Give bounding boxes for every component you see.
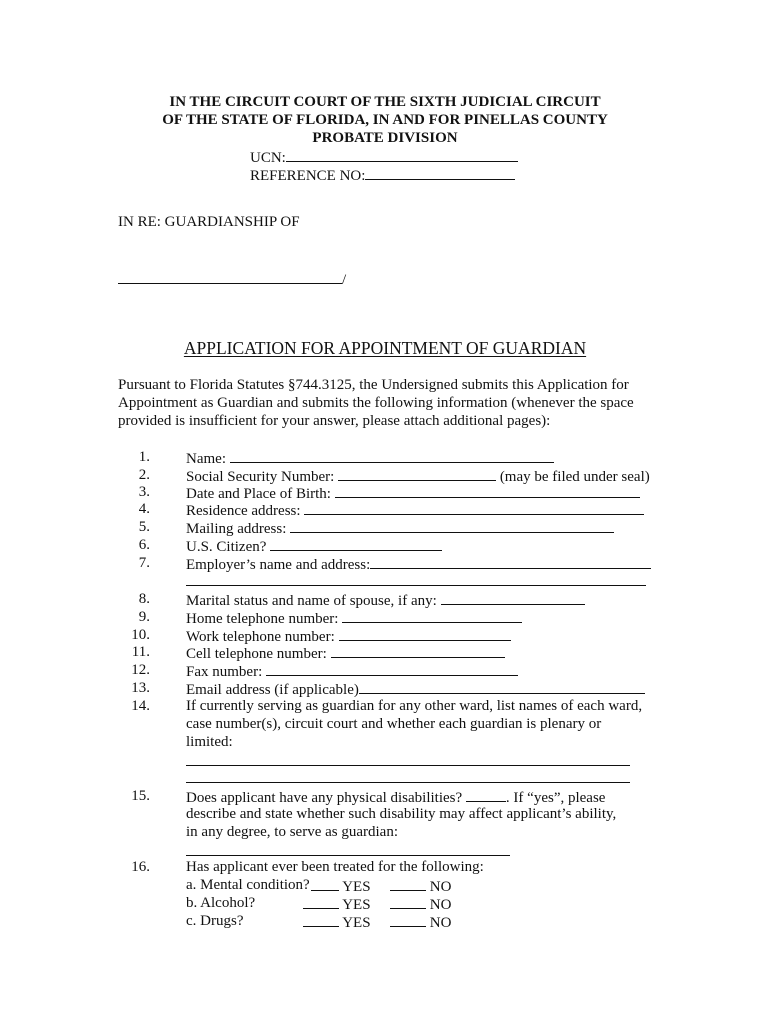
item-number-1: 1. xyxy=(138,449,150,465)
item-number-6: 6. xyxy=(138,537,150,553)
item-5 xyxy=(186,518,614,538)
item-14-line-1: If currently serving as guardian for any other ward, list names of each ward, xyxy=(186,698,643,714)
wards-field-line-1[interactable] xyxy=(186,765,630,766)
drugs-no-option xyxy=(390,912,451,932)
item-14-line-3: limited: xyxy=(186,734,233,750)
disability-label: Does applicant have any physical disabilities? xyxy=(186,790,463,806)
in-re-caption: IN RE: GUARDIANSHIP OF xyxy=(118,214,300,230)
item-number-14: 14. xyxy=(131,698,150,714)
alcohol-no-label: NO xyxy=(429,897,452,913)
mental-condition-label: a. Mental condition? xyxy=(186,877,310,893)
employer-field[interactable] xyxy=(370,554,651,569)
reference-field[interactable] xyxy=(365,165,515,180)
mental-no-label: NO xyxy=(429,879,452,895)
item-13 xyxy=(186,679,645,699)
cell-phone-label: Cell telephone number: xyxy=(186,646,327,662)
alcohol-yes-field[interactable] xyxy=(303,894,339,909)
ucn-label: UCN: xyxy=(250,150,286,166)
drugs-yes-option xyxy=(303,912,371,932)
court-header-line-1: IN THE CIRCUIT COURT OF THE SIXTH JUDICIAL CIRCUIT xyxy=(169,94,601,110)
drugs-label: c. Drugs? xyxy=(186,913,244,929)
home-phone-label: Home telephone number: xyxy=(186,611,339,627)
alcohol-label: b. Alcohol? xyxy=(186,895,256,911)
item-number-2: 2. xyxy=(138,467,150,483)
item-8 xyxy=(186,590,585,610)
item-number-7: 7. xyxy=(138,555,150,571)
ucn-field[interactable] xyxy=(286,147,518,162)
ward-name-field[interactable] xyxy=(118,269,342,284)
item-1 xyxy=(186,448,554,468)
citizen-field[interactable] xyxy=(270,536,442,551)
item-15-line-1 xyxy=(186,787,605,807)
ssn-label: Social Security Number: xyxy=(186,469,335,485)
ssn-field[interactable] xyxy=(338,466,496,481)
item-number-12: 12. xyxy=(131,662,150,678)
document-title-text: APPLICATION FOR APPOINTMENT OF GUARDIAN xyxy=(183,338,587,358)
item-4 xyxy=(186,500,644,520)
disability-yes-note: . If “yes”, please xyxy=(505,790,606,806)
item-15-line-2: describe and state whether such disability may affect applicant’s ability, xyxy=(186,806,617,822)
item-number-8: 8. xyxy=(138,591,150,607)
caption-slash: / xyxy=(342,272,347,288)
disability-description-field[interactable] xyxy=(186,855,510,856)
fax-label: Fax number: xyxy=(186,664,263,680)
item-15-line-3: in any degree, to serve as guardian: xyxy=(186,824,398,840)
item-number-11: 11. xyxy=(131,644,150,660)
cell-phone-field[interactable] xyxy=(331,643,505,658)
item-number-16: 16. xyxy=(131,859,150,875)
employer-label: Employer’s name and address: xyxy=(186,557,371,573)
item-number-15: 15. xyxy=(131,788,150,804)
item-number-13: 13. xyxy=(131,680,150,696)
reference-row xyxy=(250,165,515,185)
drugs-yes-label: YES xyxy=(342,915,371,931)
marital-field[interactable] xyxy=(441,590,585,605)
intro-paragraph: Pursuant to Florida Statutes §744.3125, the Undersigned submits this Application for Appointment as Guardian and submits the following information (whenever the space provided is insufficient for your answer, please attach additional pages): xyxy=(118,377,634,429)
alcohol-yes-option xyxy=(303,894,371,914)
item-number-9: 9. xyxy=(138,609,150,625)
mailing-label: Mailing address: xyxy=(186,521,287,537)
court-header-line-3: PROBATE DIVISION xyxy=(312,130,458,146)
birth-label: Date and Place of Birth: xyxy=(186,486,331,502)
drugs-no-label: NO xyxy=(429,915,452,931)
residence-label: Residence address: xyxy=(186,503,301,519)
wards-field-line-2[interactable] xyxy=(186,782,630,783)
drugs-no-field[interactable] xyxy=(390,912,426,927)
reference-label: REFERENCE NO: xyxy=(250,168,366,184)
item-11 xyxy=(186,643,505,663)
mental-no-field[interactable] xyxy=(390,876,426,891)
name-label: Name: xyxy=(186,451,226,467)
ucn-row xyxy=(250,147,518,167)
item-9 xyxy=(186,608,522,628)
email-field[interactable] xyxy=(359,679,645,694)
mailing-field[interactable] xyxy=(290,518,614,533)
item-7 xyxy=(186,554,651,574)
alcohol-no-option xyxy=(390,894,451,914)
disability-field[interactable] xyxy=(466,787,506,802)
item-16-question: Has applicant ever been treated for the following: xyxy=(186,859,484,875)
citizen-label: U.S. Citizen? xyxy=(186,539,267,555)
ward-name-row xyxy=(118,269,346,289)
work-phone-label: Work telephone number: xyxy=(186,629,335,645)
ssn-seal-note: (may be filed under seal) xyxy=(499,469,650,485)
name-field[interactable] xyxy=(230,448,554,463)
fax-field[interactable] xyxy=(266,661,518,676)
mental-no-option xyxy=(390,876,451,896)
item-12 xyxy=(186,661,518,681)
residence-field[interactable] xyxy=(304,500,644,515)
mental-yes-field[interactable] xyxy=(311,876,339,891)
item-number-4: 4. xyxy=(138,501,150,517)
email-label: Email address (if applicable) xyxy=(186,682,359,698)
alcohol-yes-label: YES xyxy=(342,897,371,913)
item-number-5: 5. xyxy=(138,519,150,535)
item-number-10: 10. xyxy=(131,627,150,643)
mental-yes-option xyxy=(311,876,371,896)
home-phone-field[interactable] xyxy=(342,608,522,623)
mental-yes-label: YES xyxy=(342,879,371,895)
item-6 xyxy=(186,536,442,556)
marital-label: Marital status and name of spouse, if any: xyxy=(186,593,437,609)
employer-field-line-2[interactable] xyxy=(186,585,646,586)
item-14-line-2: case number(s), circuit court and whether each guardian is plenary or xyxy=(186,716,602,732)
drugs-yes-field[interactable] xyxy=(303,912,339,927)
work-phone-field[interactable] xyxy=(339,626,511,641)
item-number-3: 3. xyxy=(138,484,150,500)
birth-field[interactable] xyxy=(335,483,640,498)
document-title xyxy=(0,338,770,358)
alcohol-no-field[interactable] xyxy=(390,894,426,909)
court-header-line-2: OF THE STATE OF FLORIDA, IN AND FOR PINELLAS COUNTY xyxy=(162,112,608,128)
